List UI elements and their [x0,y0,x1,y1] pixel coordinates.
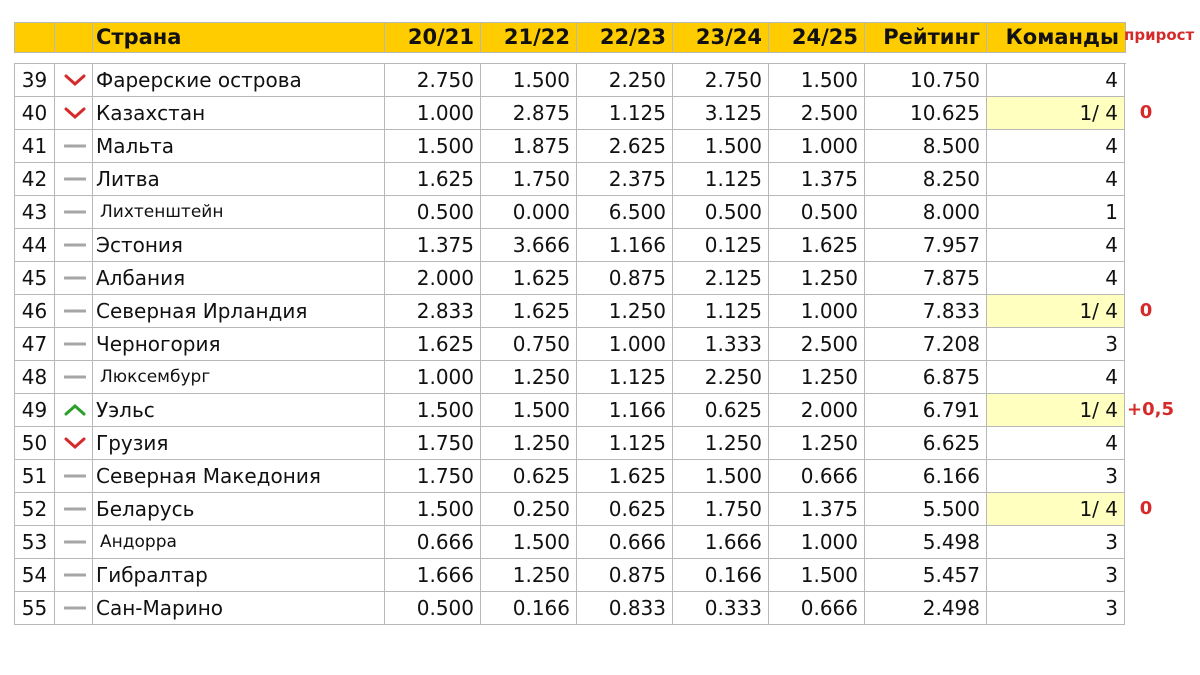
trend-flat-icon [64,535,86,549]
position-cell: 50 [15,427,55,460]
trend-cell [55,427,93,460]
header-trend [55,23,93,52]
position-cell: 41 [15,130,55,163]
growth-note: 0 [1139,498,1153,519]
season-value-cell: 1.375 [769,493,865,526]
season-value-cell: 1.000 [577,328,673,361]
trend-cell [55,559,93,592]
season-value-cell: 1.500 [769,559,865,592]
table-row [15,526,1126,559]
rating-cell: 7.208 [865,328,987,361]
teams-cell: 4 [987,64,1125,97]
table-row [15,493,1126,526]
season-value-cell: 1.500 [769,64,865,97]
country-cell: Гибралтар [93,559,385,592]
growth-note: 0 [1139,300,1153,321]
season-value-cell: 2.000 [769,394,865,427]
country-cell: Сан-Марино [93,592,385,625]
season-value-cell: 0.875 [577,559,673,592]
season-value-cell: 0.500 [673,196,769,229]
table-row [15,163,1126,196]
teams-cell: 1/ 4 [987,295,1125,328]
season-value-cell: 1.500 [673,460,769,493]
country-cell: Эстония [93,229,385,262]
season-value-cell: 0.250 [481,493,577,526]
trend-cell [55,130,93,163]
season-value-cell: 1.250 [769,262,865,295]
position-cell: 42 [15,163,55,196]
country-cell: Беларусь [93,493,385,526]
position-cell: 43 [15,196,55,229]
header-rating: Рейтинг [865,23,987,52]
country-cell: Фарерские острова [93,64,385,97]
season-value-cell: 2.250 [577,64,673,97]
season-value-cell: 0.166 [673,559,769,592]
table-row [15,394,1126,427]
season-value-cell: 1.625 [769,229,865,262]
trend-flat-icon [64,172,86,186]
growth-label: прирост [1124,26,1195,44]
rating-cell: 2.498 [865,592,987,625]
trend-cell [55,196,93,229]
season-value-cell: 0.625 [481,460,577,493]
position-cell: 52 [15,493,55,526]
trend-cell [55,592,93,625]
season-value-cell: 0.875 [577,262,673,295]
teams-cell: 3 [987,559,1125,592]
season-value-cell: 2.250 [673,361,769,394]
trend-flat-icon [64,568,86,582]
table-row [15,592,1126,625]
teams-cell: 4 [987,229,1125,262]
rating-cell: 7.833 [865,295,987,328]
teams-cell: 3 [987,592,1125,625]
rating-cell: 5.498 [865,526,987,559]
table-row [15,427,1126,460]
position-cell: 55 [15,592,55,625]
season-value-cell: 1.625 [385,163,481,196]
trend-flat-icon [64,469,86,483]
season-value-cell: 1.250 [481,361,577,394]
season-value-cell: 0.625 [577,493,673,526]
season-value-cell: 2.875 [481,97,577,130]
teams-cell: 1/ 4 [987,394,1125,427]
rating-cell: 6.791 [865,394,987,427]
trend-cell [55,361,93,394]
table-body [14,63,1126,625]
season-value-cell: 1.750 [481,163,577,196]
trend-cell [55,262,93,295]
season-value-cell: 1.250 [769,427,865,460]
rating-cell: 5.457 [865,559,987,592]
position-cell: 53 [15,526,55,559]
table-row [15,196,1126,229]
position-cell: 51 [15,460,55,493]
rating-cell: 8.500 [865,130,987,163]
country-cell: Уэльс [93,394,385,427]
country-cell: Литва [93,163,385,196]
country-cell: Грузия [93,427,385,460]
season-value-cell: 2.375 [577,163,673,196]
country-cell: Люксембург [93,361,385,394]
teams-cell: 4 [987,427,1125,460]
table-row [15,64,1126,97]
rating-cell: 10.750 [865,64,987,97]
season-value-cell: 2.833 [385,295,481,328]
trend-cell [55,328,93,361]
season-value-cell: 1.250 [769,361,865,394]
position-cell: 40 [15,97,55,130]
table-row [15,559,1126,592]
season-value-cell: 1.750 [673,493,769,526]
trend-cell [55,97,93,130]
teams-cell: 3 [987,460,1125,493]
rating-cell: 8.250 [865,163,987,196]
rating-cell: 6.875 [865,361,987,394]
rating-cell: 10.625 [865,97,987,130]
trend-flat-icon [64,370,86,384]
season-value-cell: 1.625 [481,262,577,295]
season-value-cell: 1.625 [481,295,577,328]
table-row [15,229,1126,262]
season-value-cell: 2.750 [673,64,769,97]
table-row [15,262,1126,295]
teams-cell: 1/ 4 [987,493,1125,526]
season-value-cell: 1.500 [481,526,577,559]
trend-down-icon [64,106,86,120]
season-value-cell: 1.500 [385,493,481,526]
season-value-cell: 1.166 [577,229,673,262]
season-value-cell: 0.125 [673,229,769,262]
trend-up-icon [64,403,86,417]
trend-down-icon [64,436,86,450]
table-row [15,460,1126,493]
country-cell: Лихтенштейн [93,196,385,229]
trend-flat-icon [64,205,86,219]
season-value-cell: 0.625 [673,394,769,427]
table-row [15,97,1126,130]
season-value-cell: 1.000 [385,361,481,394]
rating-cell: 8.000 [865,196,987,229]
season-value-cell: 0.500 [769,196,865,229]
season-value-cell: 1.125 [673,163,769,196]
country-cell: Андорра [93,526,385,559]
season-value-cell: 1.000 [385,97,481,130]
season-value-cell: 1.375 [769,163,865,196]
season-value-cell: 0.750 [481,328,577,361]
teams-cell: 1 [987,196,1125,229]
position-cell: 45 [15,262,55,295]
rating-cell: 5.500 [865,493,987,526]
season-value-cell: 1.666 [385,559,481,592]
season-value-cell: 1.500 [481,64,577,97]
season-value-cell: 0.333 [673,592,769,625]
season-value-cell: 1.000 [769,526,865,559]
season-value-cell: 2.625 [577,130,673,163]
season-value-cell: 1.250 [481,427,577,460]
teams-cell: 3 [987,328,1125,361]
season-value-cell: 1.000 [769,130,865,163]
season-value-cell: 2.125 [673,262,769,295]
season-value-cell: 1.500 [385,130,481,163]
season-value-cell: 1.125 [577,427,673,460]
season-value-cell: 0.500 [385,196,481,229]
season-value-cell: 1.666 [673,526,769,559]
season-value-cell: 0.666 [769,592,865,625]
header-season-2324: 23/24 [673,23,769,52]
position-cell: 47 [15,328,55,361]
season-value-cell: 1.000 [769,295,865,328]
trend-cell [55,163,93,196]
season-value-cell: 0.666 [385,526,481,559]
season-value-cell: 1.125 [673,295,769,328]
country-cell: Казахстан [93,97,385,130]
season-value-cell: 2.000 [385,262,481,295]
trend-flat-icon [64,139,86,153]
season-value-cell: 1.500 [673,130,769,163]
table-row [15,295,1126,328]
header-season-2425: 24/25 [769,23,865,52]
season-value-cell: 1.875 [481,130,577,163]
header-season-2223: 22/23 [577,23,673,52]
position-cell: 44 [15,229,55,262]
trend-down-icon [64,73,86,87]
header-position [15,23,55,52]
trend-cell [55,229,93,262]
trend-cell [55,295,93,328]
season-value-cell: 1.750 [385,460,481,493]
header-season-2122: 21/22 [481,23,577,52]
season-value-cell: 0.500 [385,592,481,625]
trend-flat-icon [64,238,86,252]
season-value-cell: 2.500 [769,328,865,361]
trend-cell [55,526,93,559]
trend-cell [55,460,93,493]
season-value-cell: 3.666 [481,229,577,262]
position-cell: 39 [15,64,55,97]
season-value-cell: 0.000 [481,196,577,229]
season-value-cell: 0.666 [769,460,865,493]
position-cell: 46 [15,295,55,328]
rating-cell: 7.875 [865,262,987,295]
country-cell: Черногория [93,328,385,361]
country-cell: Северная Ирландия [93,295,385,328]
season-value-cell: 6.500 [577,196,673,229]
season-value-cell: 1.250 [577,295,673,328]
teams-cell: 4 [987,130,1125,163]
trend-flat-icon [64,337,86,351]
season-value-cell: 1.333 [673,328,769,361]
season-value-cell: 0.833 [577,592,673,625]
country-cell: Северная Македония [93,460,385,493]
teams-cell: 4 [987,361,1125,394]
trend-flat-icon [64,502,86,516]
teams-cell: 4 [987,163,1125,196]
trend-flat-icon [64,601,86,615]
header-country: Страна [93,23,385,52]
position-cell: 49 [15,394,55,427]
season-value-cell: 1.125 [577,361,673,394]
season-value-cell: 0.666 [577,526,673,559]
season-value-cell: 1.625 [577,460,673,493]
trend-cell [55,64,93,97]
trend-flat-icon [64,271,86,285]
table-row [15,361,1126,394]
teams-cell: 1/ 4 [987,97,1125,130]
season-value-cell: 3.125 [673,97,769,130]
trend-cell [55,493,93,526]
header-teams: Команды [1005,25,1119,49]
season-value-cell: 1.125 [577,97,673,130]
season-value-cell: 2.750 [385,64,481,97]
table-row [15,328,1126,361]
table-row [15,130,1126,163]
growth-note: +0,5 [1127,399,1174,420]
growth-note: 0 [1139,102,1153,123]
country-cell: Албания [93,262,385,295]
season-value-cell: 1.166 [577,394,673,427]
teams-cell: 3 [987,526,1125,559]
season-value-cell: 1.250 [673,427,769,460]
rating-cell: 6.625 [865,427,987,460]
season-value-cell: 1.250 [481,559,577,592]
header-season-2021: 20/21 [385,23,481,52]
position-cell: 48 [15,361,55,394]
season-value-cell: 1.500 [481,394,577,427]
rating-cell: 7.957 [865,229,987,262]
country-cell: Мальта [93,130,385,163]
position-cell: 54 [15,559,55,592]
rating-cell: 6.166 [865,460,987,493]
season-value-cell: 1.375 [385,229,481,262]
trend-cell [55,394,93,427]
season-value-cell: 0.166 [481,592,577,625]
season-value-cell: 1.500 [385,394,481,427]
season-value-cell: 1.750 [385,427,481,460]
teams-cell: 4 [987,262,1125,295]
table-header [14,22,1126,53]
season-value-cell: 2.500 [769,97,865,130]
season-value-cell: 1.625 [385,328,481,361]
ranking-table [14,22,1126,625]
trend-flat-icon [64,304,86,318]
